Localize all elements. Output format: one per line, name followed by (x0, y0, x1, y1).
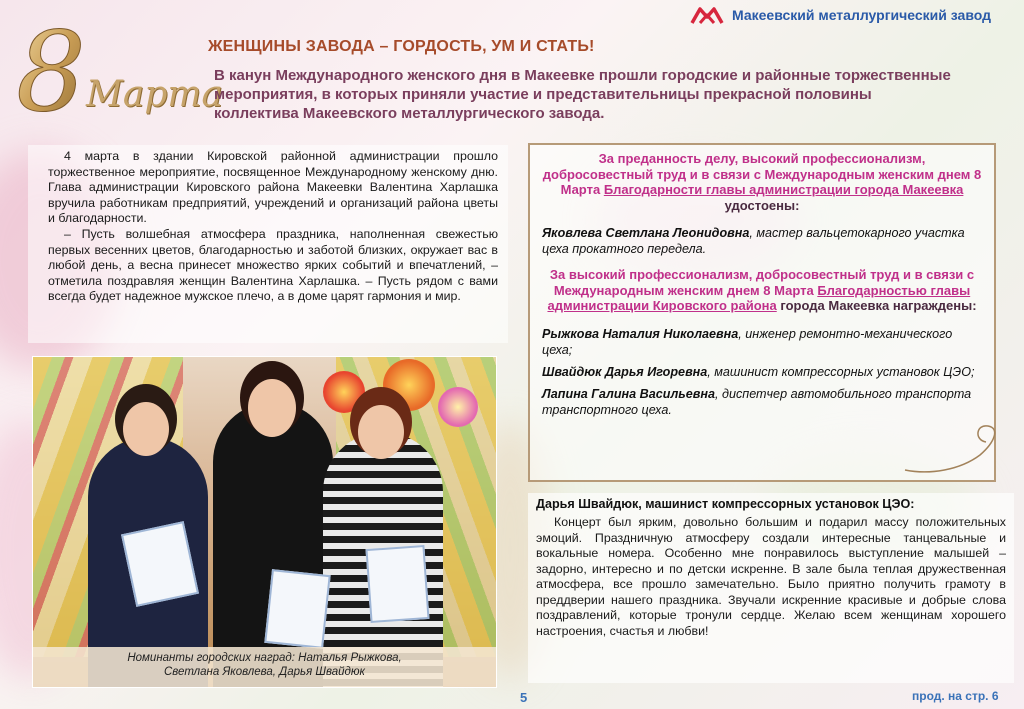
event-photo (32, 356, 497, 688)
recipient-role: , диспетчер автомобильного транспорта транспортного цеха. (542, 386, 972, 417)
testimonial-body: Концерт был ярким, довольно большим и подарил массу положительных эмоций. Праздничную атмосферу создали интересные танцевальные и вокальные номера. Особенно мне понравилось выступление малышей – задорно, интересно и по детски искренне. В зале была теплая дружественная атмосфера, все прошло замечательно. Было приятно получить грамоту в преддверии нашего праздника. Звучали искренние красивые и добрые слова поздравлений, которые тронули сердце. Желаю всем женщинам хорошего настроения, счастья и любви! (536, 515, 1006, 638)
recipient-name: Рыжкова Наталия Николаевна (542, 326, 739, 341)
list-item (542, 364, 982, 380)
award-heading-link: Благодарностью главы администрации Кировского района (547, 282, 971, 313)
brand-name: Макеевский металлургический завод (732, 7, 992, 23)
certificate-icon (365, 545, 429, 623)
recipient-name: Яковлева Светлана Леонидовна (542, 226, 750, 240)
city-award-heading (542, 151, 982, 213)
ornament-swirl-icon (900, 420, 1010, 480)
photo-caption (33, 647, 496, 687)
article-paragraph: 4 марта в здании Кировской районной администрации прошло торжественное мероприятие, посвященное Международному женскому дню. Глава администрации Кировского района Макеевки Валентина Харлашка вручила работникам предприятий, учреждений и организаций района цветы и благодарности. (48, 149, 498, 226)
recipient-role: , мастер вальцетокарного участка цеха прокатного передела. (542, 226, 965, 256)
march-8-emblem (8, 12, 223, 122)
district-award-list (542, 326, 982, 418)
recipient-name: Швайдюк Дарья Игоревна (542, 364, 708, 379)
lead-paragraph: В канун Международного женского дня в Макеевке прошли городские и районные торжественные мероприятия, в которых приняли участие и представительницы прекрасной половины коллектива Макеевского металлургического завода. (214, 67, 951, 122)
paper-flower-icon (323, 371, 365, 413)
city-award-recipient (542, 225, 982, 257)
emblem-text: Марта (86, 74, 223, 115)
page-title: ЖЕНЩИНЫ ЗАВОДА – ГОРДОСТЬ, УМ И СТАТЬ! (208, 38, 595, 55)
article-text (28, 145, 508, 343)
testimonial-box (528, 493, 1014, 683)
paper-flower-icon (383, 359, 435, 411)
list-item (542, 386, 982, 418)
list-item (542, 326, 982, 358)
testimonial-title: Дарья Швайдюк, машинист компрессорных установок ЦЭО: (536, 497, 915, 511)
award-heading-text: удостоены: (724, 197, 800, 213)
certificate-icon (264, 569, 330, 649)
mmz-logo-icon (690, 5, 724, 25)
person-head (358, 405, 404, 459)
recipient-role: , инженер ремонтно-механического цеха; (542, 326, 953, 357)
award-heading-text: города Макеевка награждены: (780, 298, 977, 313)
person-head (123, 402, 169, 456)
recipient-role: , машинист компрессорных установок ЦЭО; (707, 364, 975, 379)
article-paragraph: – Пусть волшебная атмосфера праздника, наполненная свежестью первых весенних цветов, благодарностью и заботой близких, окружает вас в любой день, а весна принесет множество ярких событий и впечатлений, – отметила поздравляя женщин Валентина Харлашка. – Пусть рядом с вами всегда будет надежное мужское плечо, а в доме царят гармония и мир. (48, 226, 498, 304)
award-heading-text: За высокий профессионализм, добросовестный труд и в связи с Международным женским днем 8 Марта (549, 267, 975, 298)
caption-line: Номинанты городских наград: Наталья Рыжкова, (127, 652, 402, 664)
page-number: 5 (520, 690, 528, 705)
recipient-name: Лапина Галина Васильевна (542, 386, 715, 401)
paper-flower-icon (438, 387, 478, 427)
award-heading-link: Благодарности главы администрации города Макеевка (603, 182, 964, 197)
continued-note: прод. на стр. 6 (912, 689, 999, 703)
award-heading-text: За преданность делу, высокий профессионализм, добросовестный труд и в связи с Международным женским днем 8 Марта (542, 151, 982, 197)
caption-line: Светлана Яковлева, Дарья Швайдюк (164, 666, 365, 678)
district-award-heading (542, 267, 982, 314)
emblem-number: 8 (16, 12, 86, 122)
person-head (248, 379, 296, 437)
brand-header (690, 3, 1010, 27)
